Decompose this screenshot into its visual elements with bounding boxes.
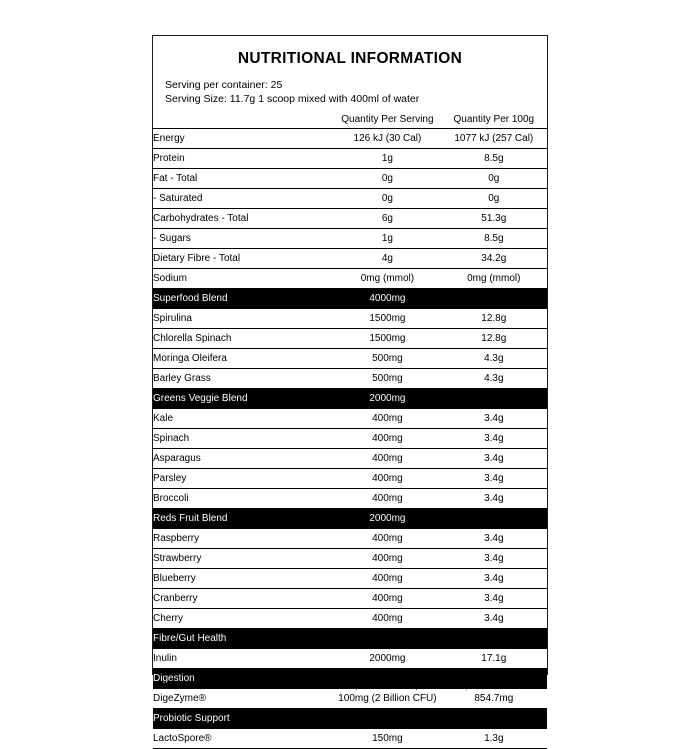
table-header-row <box>153 112 547 129</box>
row-value-per-100g: 17.1g <box>441 649 547 669</box>
table-row <box>153 529 547 549</box>
row-label: Strawberry <box>153 549 334 569</box>
table-row <box>153 609 547 629</box>
table-row <box>153 129 547 149</box>
row-value-per-100g <box>441 509 547 529</box>
column-header-per-100g: Quantity Per 100g <box>453 114 535 125</box>
serving-info <box>153 78 547 106</box>
row-label: Broccoli <box>153 489 334 509</box>
row-value-per-100g: 8.5g <box>441 229 547 249</box>
row-value-per-serving: 1500mg <box>334 329 440 349</box>
row-value-per-serving: 0g <box>334 169 440 189</box>
row-value-per-100g: 51.3g <box>441 209 547 229</box>
table-section-header-row <box>153 509 547 529</box>
row-value-per-100g: 12.8g <box>441 309 547 329</box>
row-value-per-100g: 3.4g <box>441 569 547 589</box>
row-value-per-serving: 400mg <box>334 569 440 589</box>
column-header-blank <box>153 112 334 129</box>
table-row <box>153 549 547 569</box>
row-value-per-100g: 0mg (mmol) <box>441 269 547 289</box>
table-row <box>153 409 547 429</box>
row-label: Superfood Blend <box>153 289 334 309</box>
table-row <box>153 209 547 229</box>
serving-per-container: Serving per container: 25 <box>165 79 283 91</box>
table-head <box>153 112 547 129</box>
page-title: NUTRITIONAL INFORMATION <box>237 50 463 67</box>
row-value-per-serving: 400mg <box>334 469 440 489</box>
row-value-per-100g: 3.4g <box>441 529 547 549</box>
row-label: Sodium <box>153 269 334 289</box>
row-value-per-serving: 0g <box>334 189 440 209</box>
row-value-per-serving: 400mg <box>334 549 440 569</box>
row-label: Spinach <box>153 429 334 449</box>
row-value-per-serving: 2000mg <box>334 509 440 529</box>
row-value-per-100g: 12.8g <box>441 329 547 349</box>
nutrition-table <box>153 112 547 749</box>
row-value-per-100g: 854.7mg <box>441 689 547 709</box>
row-value-per-serving: 400mg <box>334 429 440 449</box>
row-label: Protein <box>153 149 334 169</box>
row-value-per-serving: 4000mg <box>334 289 440 309</box>
table-row <box>153 729 547 749</box>
row-value-per-serving: 2000mg <box>334 389 440 409</box>
row-value-per-100g: 3.4g <box>441 549 547 569</box>
serving-size: Serving Size: 11.7g 1 scoop mixed with 400ml of water <box>165 93 420 105</box>
ingredients-section <box>152 681 548 693</box>
row-label: Raspberry <box>153 529 334 549</box>
row-label: Inulin <box>153 649 334 669</box>
row-label: Greens Veggie Blend <box>153 389 334 409</box>
row-value-per-100g: 4.3g <box>441 349 547 369</box>
row-value-per-100g: 3.4g <box>441 489 547 509</box>
row-value-per-serving: 150mg <box>334 729 440 749</box>
row-label: Fibre/Gut Health <box>153 629 334 649</box>
row-value-per-serving: 126 kJ (30 Cal) <box>334 129 440 149</box>
row-value-per-serving: 400mg <box>334 609 440 629</box>
table-row <box>153 309 547 329</box>
row-value-per-serving <box>334 629 440 649</box>
row-value-per-serving: 400mg <box>334 529 440 549</box>
row-value-per-100g: 3.4g <box>441 609 547 629</box>
table-section-header-row <box>153 389 547 409</box>
row-value-per-100g <box>441 629 547 649</box>
row-label: Probiotic Support <box>153 709 334 729</box>
table-row <box>153 169 547 189</box>
ingredients-text: INGREDIENTS: Natural & Artificial Flavours, Tartaric Acid, Sucralose, Silicon Dioxide. <box>161 681 539 692</box>
row-value-per-serving: 400mg <box>334 589 440 609</box>
table-row <box>153 249 547 269</box>
table-row <box>153 429 547 449</box>
row-value-per-100g <box>441 709 547 729</box>
row-label: Fat - Total <box>153 169 334 189</box>
row-value-per-100g: 1077 kJ (257 Cal) <box>441 129 547 149</box>
row-label: Dietary Fibre - Total <box>153 249 334 269</box>
row-value-per-serving: 100mg (2 Billion CFU) <box>334 689 440 709</box>
table-section-header-row <box>153 709 547 729</box>
row-label: Spirulina <box>153 309 334 329</box>
row-value-per-100g: 4.3g <box>441 369 547 389</box>
row-value-per-100g: 0g <box>441 189 547 209</box>
table-row <box>153 149 547 169</box>
row-value-per-serving: 0mg (mmol) <box>334 269 440 289</box>
row-value-per-100g: 34.2g <box>441 249 547 269</box>
table-body <box>153 129 547 749</box>
row-value-per-serving: 500mg <box>334 369 440 389</box>
row-value-per-100g: 0g <box>441 169 547 189</box>
row-label: - Saturated <box>153 189 334 209</box>
table-row <box>153 349 547 369</box>
row-label: Chlorella Spinach <box>153 329 334 349</box>
table-row <box>153 469 547 489</box>
row-value-per-serving <box>334 709 440 729</box>
row-label: DigeZyme® <box>153 689 334 709</box>
row-label: Kale <box>153 409 334 429</box>
row-label: Reds Fruit Blend <box>153 509 334 529</box>
row-label: LactoSpore® <box>153 729 334 749</box>
row-label: Digestion <box>153 669 334 689</box>
row-value-per-serving: 2000mg <box>334 649 440 669</box>
row-value-per-serving: 400mg <box>334 489 440 509</box>
table-section-header-row <box>153 629 547 649</box>
row-value-per-100g <box>441 389 547 409</box>
row-label: Parsley <box>153 469 334 489</box>
row-label: Energy <box>153 129 334 149</box>
row-value-per-100g: 3.4g <box>441 589 547 609</box>
row-value-per-100g <box>441 289 547 309</box>
row-label: Moringa Oleifera <box>153 349 334 369</box>
table-row <box>153 569 547 589</box>
row-value-per-serving: 1500mg <box>334 309 440 329</box>
table-row <box>153 589 547 609</box>
row-value-per-serving: 1g <box>334 149 440 169</box>
table-section-header-row <box>153 289 547 309</box>
table-row <box>153 229 547 249</box>
row-label: Asparagus <box>153 449 334 469</box>
row-label: Cranberry <box>153 589 334 609</box>
row-value-per-100g: 3.4g <box>441 469 547 489</box>
row-label: Cherry <box>153 609 334 629</box>
row-value-per-serving: 4g <box>334 249 440 269</box>
row-value-per-100g: 3.4g <box>441 429 547 449</box>
table-row <box>153 369 547 389</box>
row-label: Barley Grass <box>153 369 334 389</box>
table-row <box>153 329 547 349</box>
row-value-per-100g: 3.4g <box>441 449 547 469</box>
row-value-per-serving: 400mg <box>334 449 440 469</box>
table-row <box>153 649 547 669</box>
row-label: Blueberry <box>153 569 334 589</box>
row-value-per-100g: 3.4g <box>441 409 547 429</box>
row-value-per-serving: 6g <box>334 209 440 229</box>
table-row <box>153 269 547 289</box>
table-row <box>153 489 547 509</box>
row-value-per-serving: 400mg <box>334 409 440 429</box>
row-value-per-100g: 8.5g <box>441 149 547 169</box>
table-row <box>153 449 547 469</box>
row-label: Carbohydrates - Total <box>153 209 334 229</box>
row-value-per-serving: 500mg <box>334 349 440 369</box>
column-header-per-serving: Quantity Per Serving <box>341 114 434 125</box>
row-value-per-serving: 1g <box>334 229 440 249</box>
row-value-per-100g: 1.3g <box>441 729 547 749</box>
table-row <box>153 189 547 209</box>
row-label: - Sugars <box>153 229 334 249</box>
